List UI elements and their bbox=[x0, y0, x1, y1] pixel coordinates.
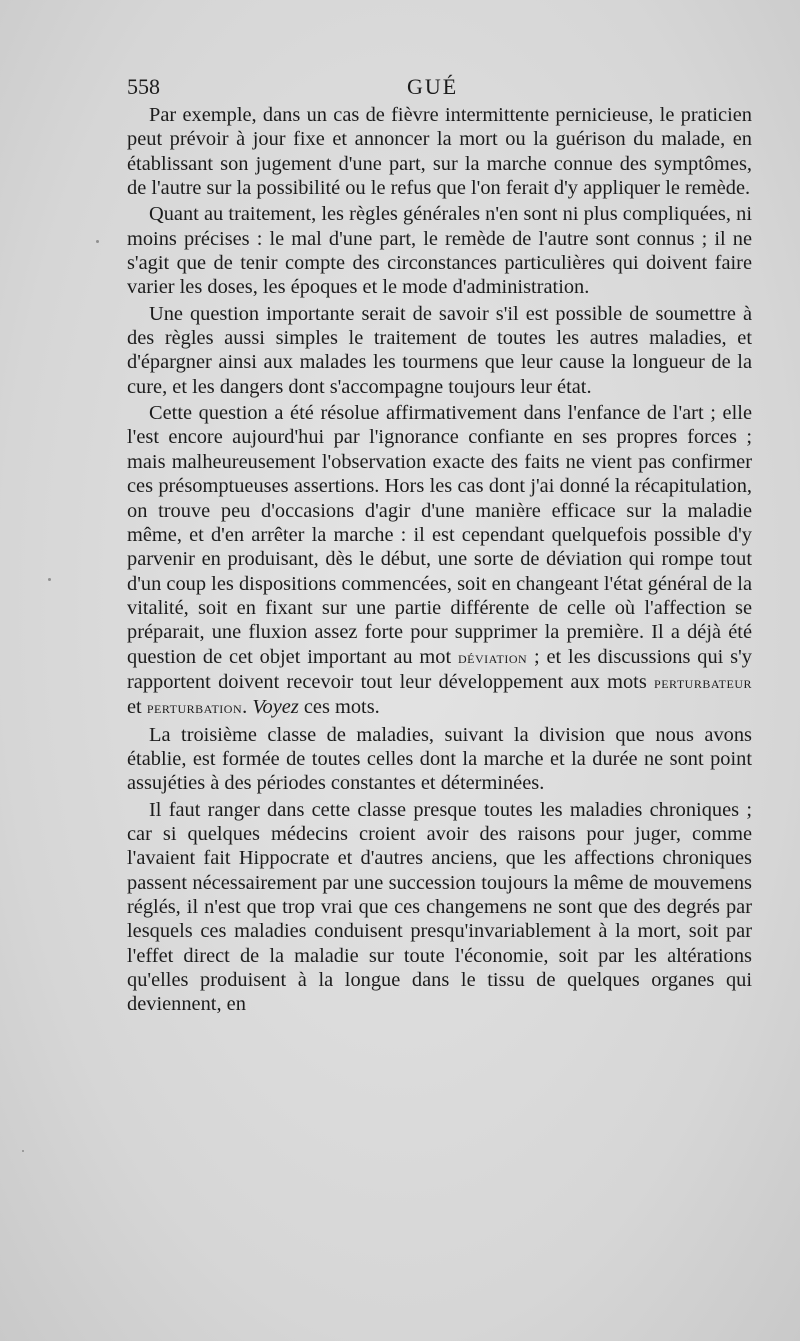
cross-reference-voyez: Voyez bbox=[252, 696, 299, 719]
paragraph-deviation-text-4: . bbox=[242, 696, 253, 719]
paragraph-deviation-text-3: et bbox=[127, 696, 147, 719]
paragraph-deviation-text-2: ; et les discussions qui s'y rapportent doivent recevoir tout leur développement aux mots bbox=[127, 645, 752, 693]
running-head: GUÉ bbox=[407, 74, 459, 99]
paragraph-deviation bbox=[127, 401, 752, 720]
paragraph-question: Une question importante serait de savoir s'il est possible de soumettre à des règles aussi simples le traitement de toutes les autres maladies, et d'épargner ainsi aux malades les tourmens que leur cause la longueur de la cure, et les dangers dont s'accompagne toujours leur état. bbox=[127, 302, 752, 398]
paragraph-third-class: La troisième classe de maladies, suivant la division que nous avons établie, est formée de toutes celles dont la marche et la durée ne sont point assujéties à des périodes constantes et déterminées. bbox=[127, 723, 752, 795]
term-perturbation: perturbation bbox=[146, 698, 243, 718]
paragraph-deviation-text: Cette question a été résolue affirmativement dans l'enfance de l'art ; elle l'est encore aujourd'hui par l'ignorance confiante en ses propres forces ; mais malheureusement l'observation exacte des faits ne vient pas confirmer ces présomptueuses assertions. Hors les cas dont j'ai donné la récapitulation, on trouve peu d'occasions d'agir d'une manière efficace sur la maladie même, et d'en arrêter la marche : il est cependant quelquefois possible d'y parvenir en produisant, dès le début, une sorte de déviation qui rompe tout d'un coup les dispositions commencées, soit en changeant l'état général de la vitalité, soit en fixant sur une partie différente de celle où l'affection se préparait, une fluxion assez forte pour supprimer la première. Il a déjà été question de cet objet important au mot bbox=[127, 402, 752, 668]
paper-speck bbox=[96, 240, 99, 243]
paper-speck bbox=[22, 1150, 24, 1152]
term-perturbateur: perturbateur bbox=[654, 672, 752, 692]
page-number: 558 bbox=[127, 74, 160, 99]
paragraph-fever-example: Par exemple, dans un cas de fièvre intermittente pernicieuse, le praticien peut prévoir à jour fixe et annoncer la mort ou la guérison du malade, en établissant son jugement d'une part, sur la marche connue des symptômes, de l'autre sur la possibilité ou le refus que l'on ferait d'y appliquer le remède. bbox=[127, 104, 752, 200]
term-deviation: déviation bbox=[458, 647, 528, 667]
page-header bbox=[127, 74, 752, 100]
paragraph-treatment: Quant au traitement, les règles générales n'en sont ni plus compliquées, ni moins précises : le mal d'une part, le remède de l'autre sont connus ; il ne s'agit que de tenir compte des circonstances particulières qui doivent faire varier les doses, les époques et le mode d'administration. bbox=[127, 203, 752, 299]
paper-speck bbox=[48, 578, 51, 581]
paragraph-chronic-diseases: Il faut ranger dans cette classe presque toutes les maladies chroniques ; car si quelques médecins croient avoir des raisons pour juger, comme l'avaient fait Hippocrate et d'autres anciens, que les affections chroniques passent nécessairement par une succession toujours la même de mouvemens réglés, il n'est que trop vrai que ces changemens ne sont que des degrés par lesquels ces maladies conduisent presqu'invariablement à la mort, soit par l'effet direct de la maladie sur toute l'économie, soit par les altérations qu'elles produisent à la longue dans le tissu de quelques organes qui deviennent, en bbox=[127, 798, 752, 1016]
body-text bbox=[127, 103, 752, 1017]
paragraph-deviation-text-5: ces mots. bbox=[298, 696, 380, 719]
